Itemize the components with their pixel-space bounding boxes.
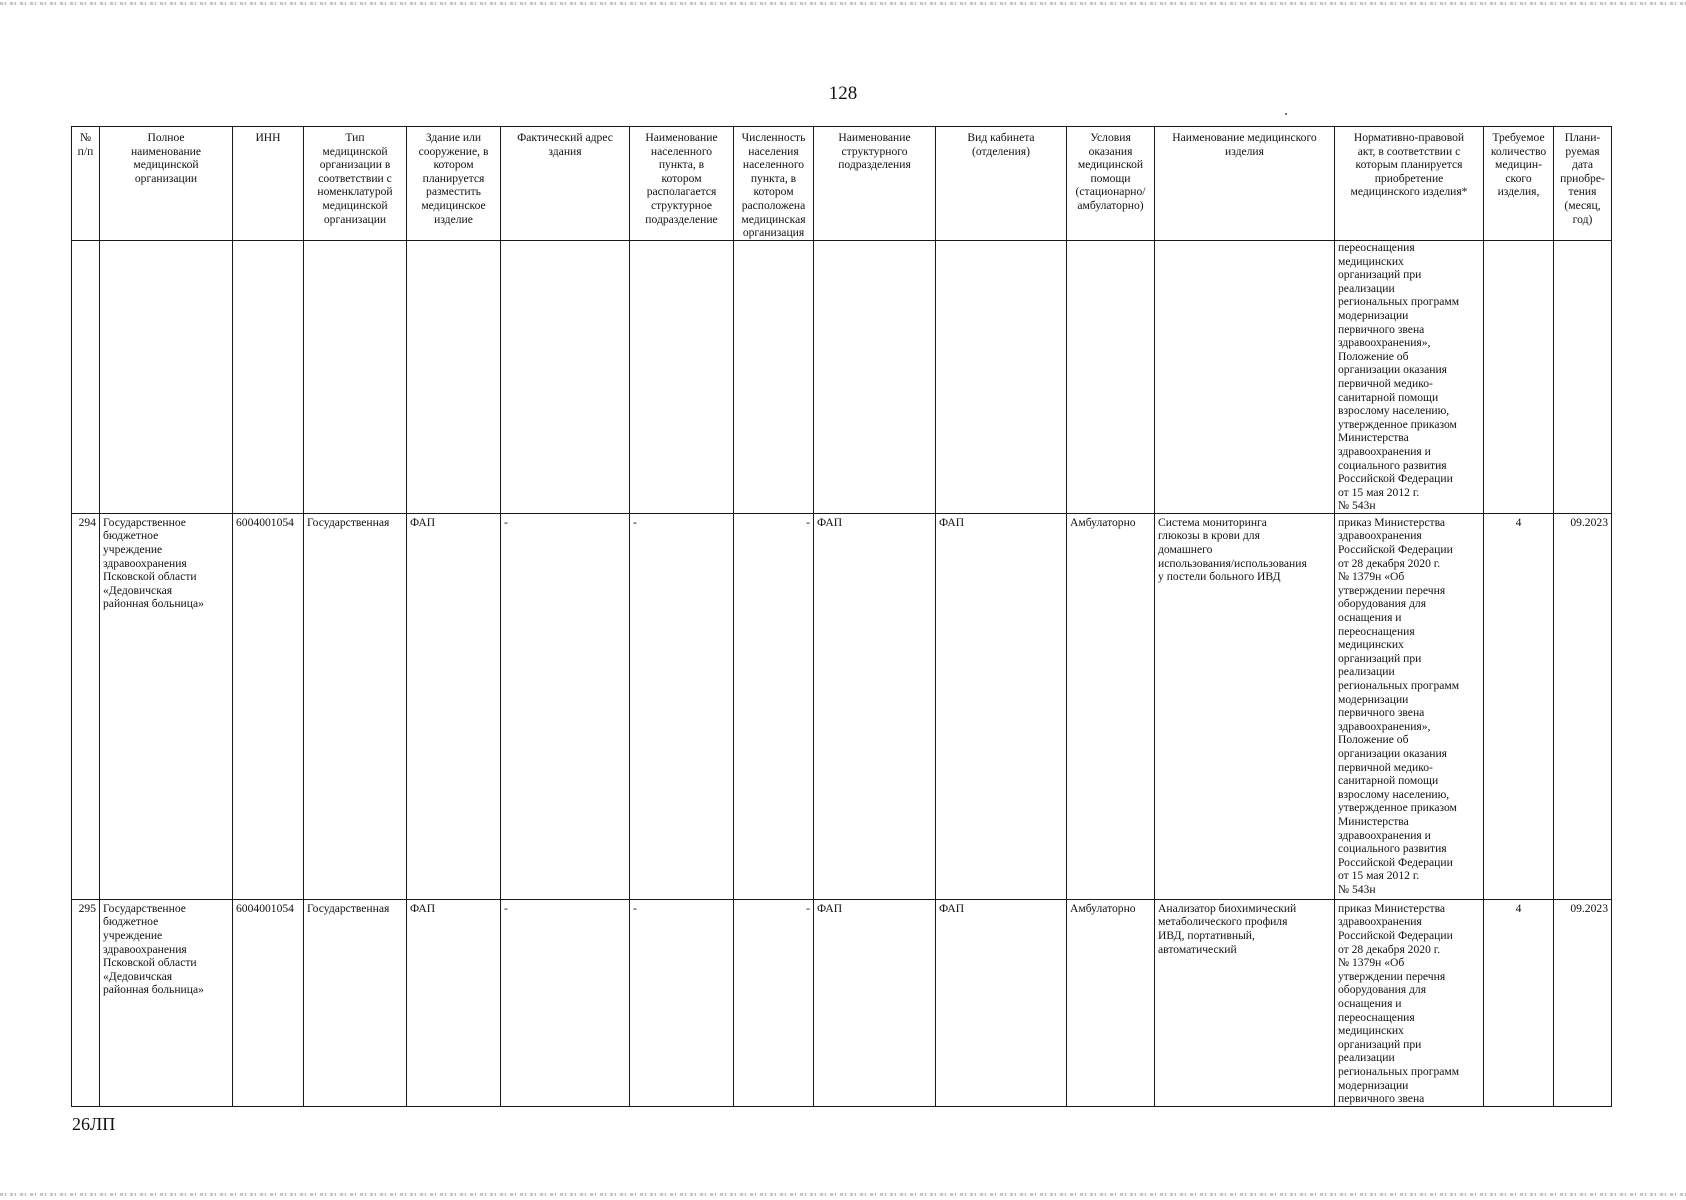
table-cell <box>1155 241 1335 514</box>
table-row <box>72 899 1612 1106</box>
table-cell <box>1554 241 1612 514</box>
scan-speck <box>1285 113 1287 115</box>
cell-cabinet: ФАП <box>936 513 1067 899</box>
header-act: Нормативно-правовой акт, в соответствии с которым планируется приобретение медицинского изделия* <box>1335 127 1484 241</box>
table-cell <box>304 241 407 514</box>
cell-conditions: Амбулаторно <box>1067 899 1155 1106</box>
scan-edge-bottom <box>0 1193 1686 1196</box>
cell-building: ФАП <box>407 899 501 1106</box>
cell-inn: 6004001054 <box>233 899 304 1106</box>
cell-org-type: Государственная <box>304 513 407 899</box>
table-cell <box>72 241 100 514</box>
header-unit: Наименование структурного подразделения <box>814 127 936 241</box>
footer-code: 26ЛП <box>72 1114 116 1134</box>
cell-settlement: - <box>630 513 734 899</box>
header-building: Здание или сооружение, в котором планируется разместить медицинское изделие <box>407 127 501 241</box>
header-address: Фактический адрес здания <box>501 127 630 241</box>
cell-act-continuation: переоснащения медицинских организаций при реализации региональных программ модернизации первичного звена здравоохранения», Положение об организации оказания первичной медико- санитарной помощи взрослому населению, утвержденное приказом Министерства здравоохранения и социального развития Российской Федерации от 15 мая 2012 г. № 543н <box>1335 241 1484 514</box>
table-row-continuation <box>72 241 1612 514</box>
cell-act: приказ Министерства здравоохранения Российской Федерации от 28 декабря 2020 г. № 1379н «Об утверждении перечня оборудования для оснащения и переоснащения медицинских организаций при реализации региональных программ модернизации первичного звена <box>1335 899 1484 1106</box>
cell-org-name: Государственное бюджетное учреждение здравоохранения Псковской области «Дедовичская районная больница» <box>100 899 233 1106</box>
table-cell <box>936 241 1067 514</box>
table-cell <box>814 241 936 514</box>
header-settlement: Наименование населенного пункта, в котором располагается структурное подразделение <box>630 127 734 241</box>
header-cabinet: Вид кабинета (отделения) <box>936 127 1067 241</box>
header-org-type: Тип медицинской организации в соответствии с номенклатурой медицинской организации <box>304 127 407 241</box>
table-cell <box>1067 241 1155 514</box>
scan-edge-top <box>0 2 1686 5</box>
header-conditions: Условия оказания медицинской помощи (стационарно/ амбулаторно) <box>1067 127 1155 241</box>
cell-date: 09.2023 <box>1554 513 1612 899</box>
page-number: 128 <box>828 83 858 104</box>
cell-device: Анализатор биохимический метаболического профиля ИВД, портативный, автоматический <box>1155 899 1335 1106</box>
header-inn: ИНН <box>233 127 304 241</box>
cell-cabinet: ФАП <box>936 899 1067 1106</box>
header-date: Плани- руемая дата приобре- тения (месяц, год) <box>1554 127 1612 241</box>
table-row <box>72 513 1612 899</box>
header-number: № п/п <box>72 127 100 241</box>
header-org-name: Полное наименование медицинской организации <box>100 127 233 241</box>
table-cell <box>630 241 734 514</box>
cell-inn: 6004001054 <box>233 513 304 899</box>
cell-unit: ФАП <box>814 899 936 1106</box>
cell-unit: ФАП <box>814 513 936 899</box>
cell-conditions: Амбулаторно <box>1067 513 1155 899</box>
cell-org-type: Государственная <box>304 899 407 1106</box>
cell-number: 294 <box>72 513 100 899</box>
table-cell <box>100 241 233 514</box>
cell-quantity: 4 <box>1484 899 1554 1106</box>
cell-quantity: 4 <box>1484 513 1554 899</box>
cell-date: 09.2023 <box>1554 899 1612 1106</box>
cell-building: ФАП <box>407 513 501 899</box>
cell-act: приказ Министерства здравоохранения Российской Федерации от 28 декабря 2020 г. № 1379н «Об утверждении перечня оборудования для оснащения и переоснащения медицинских организаций при реализации региональных программ модернизации первичного звена здравоохранения», Положение об организации оказания первичной медико- санитарной помощи взрослому населению, утвержденное приказом Министерства здравоохранения и социального развития Российской Федерации от 15 мая 2012 г. № 543н <box>1335 513 1484 899</box>
cell-address: - <box>501 899 630 1106</box>
table-header-row <box>72 127 1612 241</box>
table-cell <box>734 241 814 514</box>
table-cell <box>1484 241 1554 514</box>
header-device: Наименование медицинского изделия <box>1155 127 1335 241</box>
cell-device: Система мониторинга глюкозы в крови для домашнего использования/использования у постели больного ИВД <box>1155 513 1335 899</box>
cell-population: - <box>734 513 814 899</box>
cell-address: - <box>501 513 630 899</box>
cell-settlement: - <box>630 899 734 1106</box>
table-cell <box>501 241 630 514</box>
cell-population: - <box>734 899 814 1106</box>
cell-number: 295 <box>72 899 100 1106</box>
cell-org-name: Государственное бюджетное учреждение здравоохранения Псковской области «Дедовичская районная больница» <box>100 513 233 899</box>
table-cell <box>233 241 304 514</box>
header-population: Численность населения населенного пункта, в котором расположена медицинская организация <box>734 127 814 241</box>
medical-equipment-table <box>71 126 1612 1107</box>
header-quantity: Требуемое количество медицин- ского изделия, <box>1484 127 1554 241</box>
table-cell <box>407 241 501 514</box>
